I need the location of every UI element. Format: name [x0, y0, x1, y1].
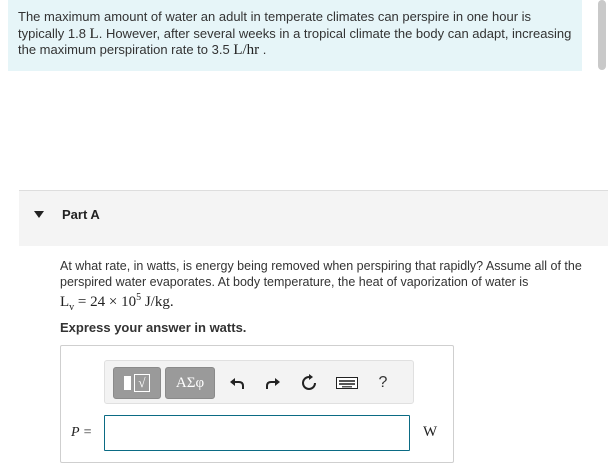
keyboard-icon[interactable]	[335, 373, 359, 393]
redo-icon[interactable]	[263, 373, 283, 393]
problem-intro	[8, 0, 582, 71]
part-title: Part A	[62, 207, 100, 222]
lv-equals: = 24 × 10	[74, 294, 137, 310]
caret-down-icon[interactable]	[34, 211, 44, 218]
undo-icon[interactable]	[227, 373, 247, 393]
variable-symbol: P =	[71, 425, 93, 440]
unit-label: W	[423, 424, 438, 440]
templates-button[interactable]	[113, 367, 161, 399]
answer-box	[60, 345, 454, 463]
intro-text-1: The maximum amount of water an adult in temperate climates can perspire in one hour is typically 1.8	[18, 9, 532, 41]
heat-of-vaporization	[60, 292, 174, 313]
intro-text-2: . However, after several weeks in a tropical climate the body can adapt, increasing the maximum perspiration rate to 3.5	[18, 25, 572, 57]
lv-subscript: v	[69, 302, 75, 313]
intro-unit-liters: L	[89, 25, 99, 42]
symbols-button[interactable]: ΑΣφ	[165, 367, 215, 399]
lv-symbol: L	[60, 294, 70, 310]
answer-instruction: Express your answer in watts.	[60, 320, 247, 335]
sqrt-icon: √	[134, 374, 149, 392]
math-toolbar	[104, 360, 414, 404]
part-a-header[interactable]	[19, 190, 608, 246]
reset-icon[interactable]	[299, 373, 319, 393]
lv-exponent: 5	[136, 292, 142, 303]
intro-unit-rate: L/hr	[233, 42, 260, 58]
intro-text-3: .	[259, 42, 267, 57]
help-icon[interactable]: ?	[378, 374, 388, 391]
question-text	[60, 259, 608, 316]
variable-label	[71, 423, 92, 441]
template-block-icon	[124, 376, 131, 390]
answer-input[interactable]	[104, 415, 410, 451]
scrollbar[interactable]	[598, 0, 606, 70]
lv-unit: J/kg.	[141, 294, 174, 310]
question-body: At what rate, in watts, is energy being removed when perspiring that rapidly? Assume all of the perspired water evaporates. At body temperature, the heat of vaporization of water is	[60, 259, 582, 289]
